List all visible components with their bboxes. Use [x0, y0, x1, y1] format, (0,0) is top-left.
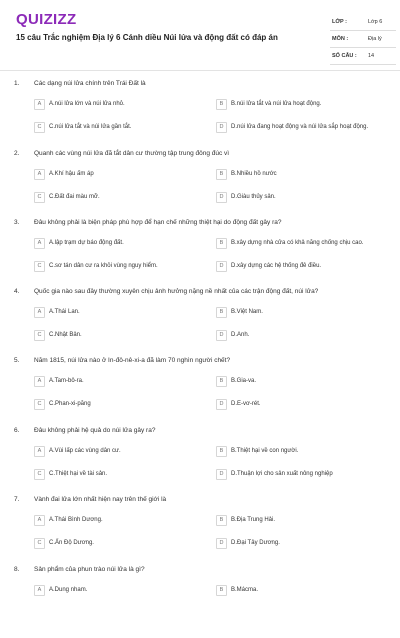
option-text: B.núi lửa tắt và núi lửa hoạt động. [231, 100, 322, 107]
worksheet-title: 15 câu Trắc nghiệm Địa lý 6 Cánh diều Núi lửa và động đất có đáp án [16, 33, 278, 42]
option-letter-badge: D [216, 330, 227, 341]
answer-option[interactable] [34, 307, 204, 319]
question-number: 2. [14, 150, 20, 157]
question-text: Đâu không phải là biện pháp phù hợp để hạn chế những thiệt hại do động đất gây ra? [34, 219, 282, 226]
option-text: C.núi lửa tắt và núi lửa gần tắt. [49, 123, 132, 130]
option-text: A.Dung nham. [49, 586, 88, 593]
option-text: C.Đất đai màu mỡ. [49, 193, 100, 200]
answer-option[interactable] [34, 238, 204, 250]
option-letter-badge: A [34, 169, 45, 180]
answer-option[interactable] [216, 122, 386, 134]
question-number: 3. [14, 219, 20, 226]
answer-option[interactable] [216, 192, 386, 204]
answer-option[interactable] [216, 515, 386, 527]
answer-option[interactable] [216, 238, 386, 250]
answer-option[interactable] [216, 261, 386, 273]
option-text: A.Tam-bô-ra. [49, 377, 84, 384]
question-text: Quanh các vùng núi lửa đã tắt dân cư thường tập trung đông đúc vì [34, 150, 230, 157]
answer-option[interactable] [216, 307, 386, 319]
question-item [0, 288, 400, 360]
option-letter-badge: C [34, 122, 45, 133]
option-text: A.Khí hậu ấm áp [49, 170, 94, 177]
option-letter-badge: B [216, 169, 227, 180]
option-letter-badge: A [34, 585, 45, 596]
question-number: 8. [14, 566, 20, 573]
meta-row-count [330, 48, 396, 65]
answer-option[interactable] [34, 399, 204, 411]
answer-option[interactable] [216, 330, 386, 342]
answer-option[interactable] [34, 99, 204, 111]
question-text: Năm 1815, núi lửa nào ở In-đô-nê-xi-a đã làm 70 nghìn người chết? [34, 357, 231, 364]
option-letter-badge: A [34, 376, 45, 387]
answer-option[interactable] [216, 169, 386, 181]
option-text: C.Nhật Bản. [49, 331, 82, 338]
option-letter-badge: D [216, 399, 227, 410]
answer-option[interactable] [34, 376, 204, 388]
worksheet-header [0, 0, 400, 68]
option-letter-badge: B [216, 307, 227, 318]
option-text: A.Thái Bình Dương. [49, 516, 103, 523]
option-text: B.Địa Trung Hải. [231, 516, 276, 523]
question-text: Vành đai lửa lớn nhất hiện nay trên thế giới là [34, 496, 167, 503]
question-item [0, 566, 400, 638]
option-letter-badge: B [216, 376, 227, 387]
option-text: B.Mácma. [231, 586, 259, 593]
answer-option[interactable] [34, 261, 204, 273]
answer-option[interactable] [216, 446, 386, 458]
option-text: C.Thiệt hại về tài sản. [49, 470, 108, 477]
option-letter-badge: C [34, 469, 45, 480]
question-text: Quốc gia nào sau đây thường xuyên chịu ảnh hưởng nặng nề nhất của các trận động đất, núi lửa? [34, 288, 319, 295]
meta-label: LỚP : [332, 19, 347, 25]
question-text: Đâu không phải hệ quả do núi lửa gây ra? [34, 427, 156, 434]
answer-option[interactable] [216, 376, 386, 388]
option-text: D.Đại Tây Dương. [231, 539, 280, 546]
option-text: C.sơ tán dân cư ra khỏi vùng nguy hiểm. [49, 262, 158, 269]
answer-option[interactable] [34, 469, 204, 481]
meta-label: SỐ CÂU : [332, 53, 357, 59]
option-text: D.Thuận lợi cho sản xuất nông nghiệp [231, 470, 333, 477]
question-item [0, 427, 400, 499]
quizizz-logo: QUIZIZZ [16, 11, 77, 28]
option-letter-badge: B [216, 99, 227, 110]
option-letter-badge: B [216, 238, 227, 249]
question-number: 7. [14, 496, 20, 503]
option-text: D.Giàu thủy sản. [231, 193, 276, 200]
option-text: B.Việt Nam. [231, 308, 263, 315]
question-item [0, 150, 400, 222]
option-letter-badge: C [34, 399, 45, 410]
option-letter-badge: C [34, 192, 45, 203]
answer-option[interactable] [216, 585, 386, 597]
option-text: D.E-vơ-rét. [231, 400, 261, 407]
option-letter-badge: D [216, 538, 227, 549]
question-text: Sản phẩm của phun trào núi lửa là gì? [34, 566, 145, 573]
question-number: 1. [14, 80, 20, 87]
option-text: B.xây dựng nhà cửa có khả năng chống chịu cao. [231, 239, 364, 246]
header-divider [0, 70, 400, 71]
option-text: A.Thái Lan. [49, 308, 80, 315]
answer-option[interactable] [34, 538, 204, 550]
option-text: D.Anh. [231, 331, 250, 338]
meta-value: Lớp 6 [368, 19, 383, 25]
meta-value: 14 [368, 53, 375, 59]
answer-option[interactable] [34, 122, 204, 134]
question-number: 4. [14, 288, 20, 295]
option-text: C.Phan-xi-păng [49, 400, 91, 407]
option-letter-badge: A [34, 238, 45, 249]
option-text: A.núi lửa lớn và núi lửa nhỏ. [49, 100, 125, 107]
answer-option[interactable] [216, 99, 386, 111]
question-text: Các dạng núi lửa chính trên Trái Đất là [34, 80, 146, 87]
option-letter-badge: A [34, 446, 45, 457]
option-letter-badge: B [216, 515, 227, 526]
option-letter-badge: D [216, 261, 227, 272]
option-text: B.Nhiều hồ nước [231, 170, 277, 177]
meta-label: MÔN : [332, 36, 349, 42]
answer-option[interactable] [34, 515, 204, 527]
option-letter-badge: D [216, 192, 227, 203]
option-text: A.lập trạm dự báo động đất. [49, 239, 124, 246]
option-text: D.xây dựng các hệ thống đê điều. [231, 262, 322, 269]
answer-option[interactable] [34, 192, 204, 204]
answer-option[interactable] [34, 330, 204, 342]
option-letter-badge: A [34, 99, 45, 110]
option-letter-badge: A [34, 307, 45, 318]
question-number: 6. [14, 427, 20, 434]
question-item [0, 357, 400, 429]
answer-option[interactable] [34, 446, 204, 458]
question-number: 5. [14, 357, 20, 364]
option-letter-badge: C [34, 261, 45, 272]
option-letter-badge: C [34, 538, 45, 549]
option-letter-badge: B [216, 585, 227, 596]
question-item [0, 80, 400, 152]
option-text: B.Thiệt hại về con người. [231, 447, 299, 454]
answer-option[interactable] [216, 399, 386, 411]
answer-option[interactable] [34, 169, 204, 181]
meta-value: Địa lý [368, 36, 382, 42]
option-letter-badge: B [216, 446, 227, 457]
meta-row-subject [330, 31, 396, 48]
meta-row-class [330, 14, 396, 31]
option-letter-badge: D [216, 469, 227, 480]
answer-option[interactable] [216, 469, 386, 481]
meta-table [330, 14, 396, 65]
answer-option[interactable] [34, 585, 204, 597]
option-letter-badge: A [34, 515, 45, 526]
question-item [0, 496, 400, 568]
option-text: D.núi lửa đang hoạt động và núi lửa sắp hoạt động. [231, 123, 369, 130]
option-letter-badge: D [216, 122, 227, 133]
question-item [0, 219, 400, 291]
answer-option[interactable] [216, 538, 386, 550]
option-text: B.Gia-va. [231, 377, 257, 384]
option-letter-badge: C [34, 330, 45, 341]
option-text: A.Vùi lấp các vùng dân cư. [49, 447, 121, 454]
option-text: C.Ấn Độ Dương. [49, 539, 94, 546]
